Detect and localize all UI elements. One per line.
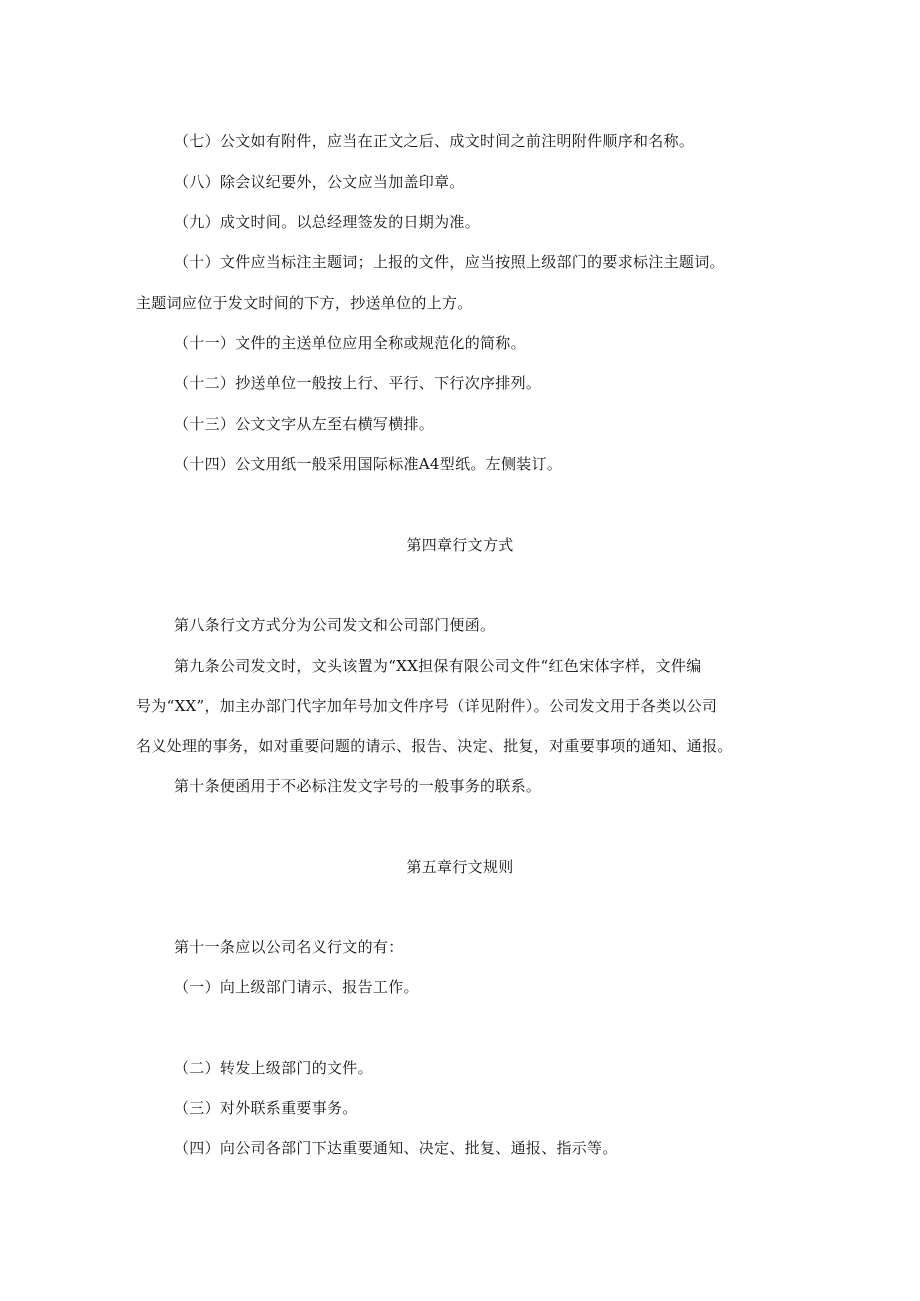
item-13: （十三）公文文字从左至右横写横排。 bbox=[174, 415, 435, 433]
item-10-continuation: 主题词应位于发文时间的下方，抄送单位的上方。 bbox=[136, 294, 473, 312]
item-12: （十二）抄送单位一般按上行、平行、下行次序排列。 bbox=[174, 374, 542, 392]
article-9: 第九条公司发文时，文头该置为“XX担保有限公司文件“红色宋体字样，文件编 bbox=[174, 657, 702, 675]
chapter-5-heading: 第五章行文规则 bbox=[406, 858, 514, 876]
article-9-continuation-2: 名义处理的事务，如对重要问题的请示、报告、决定、批复，对重要事项的通知、通报。 bbox=[136, 737, 733, 755]
item-9: （九）成文时间。以总经理签发的日期为准。 bbox=[174, 213, 481, 231]
item-10: （十）文件应当标注主题词；上报的文件，应当按照上级部门的要求标注主题词。 bbox=[174, 253, 725, 271]
clause-3: （三）对外联系重要事务。 bbox=[174, 1099, 358, 1117]
article-11: 第十一条应以公司名义行文的有： bbox=[174, 938, 404, 956]
item-14: （十四）公文用纸一般采用国际标准A4型纸。左侧装订。 bbox=[174, 455, 563, 473]
article-9-continuation-1: 号为“XX”，加主办部门代字加年号加文件序号（详见附件）。公司发文用于各类以公司 bbox=[136, 697, 718, 715]
chapter-4-heading: 第四章行文方式 bbox=[406, 536, 514, 554]
item-11: （十一）文件的主送单位应用全称或规范化的简称。 bbox=[174, 334, 526, 352]
article-8: 第八条行文方式分为公司发文和公司部门便函。 bbox=[174, 616, 496, 634]
item-8: （八）除会议纪要外，公文应当加盖印章。 bbox=[174, 173, 465, 191]
item-7: （七）公文如有附件，应当在正文之后、成文时间之前注明附件顺序和名称。 bbox=[174, 132, 695, 150]
clause-2: （二）转发上级部门的文件。 bbox=[174, 1059, 373, 1077]
clause-4: （四）向公司各部门下达重要通知、决定、批复、通报、指示等。 bbox=[174, 1139, 618, 1157]
article-10: 第十条便函用于不必标注发文字号的一般事务的联系。 bbox=[174, 777, 542, 795]
clause-1: （一）向上级部门请示、报告工作。 bbox=[174, 978, 419, 996]
